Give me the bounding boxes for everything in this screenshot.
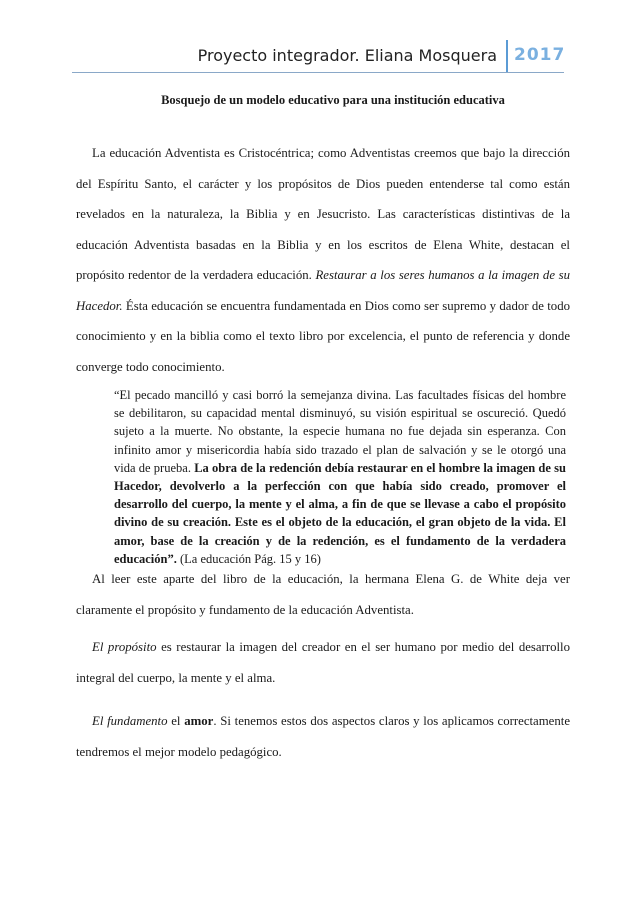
page-header [0, 38, 638, 72]
quote-citation: (La educación Pág. 15 y 16) [176, 551, 321, 566]
foundation-bold: amor [184, 714, 214, 728]
block-quote [114, 386, 566, 568]
intro-paragraph [76, 138, 570, 382]
header-separator [506, 40, 508, 72]
foundation-text: . Si tenemos estos dos aspectos claros y los aplicamos correctamente tendremos el mejor modelo pedagógico. [76, 714, 571, 759]
commentary-paragraph: Al leer este aparte del libro de la educación, la hermana Elena G. de White deja ver claramente el propósito y fundamento de la educación Adventista. [76, 572, 570, 617]
intro-italic: Restaurar a los seres humanos a la imagen de su Hacedor. [76, 268, 570, 313]
purpose-text: es restaurar la imagen del creador en el ser humano por medio del desarrollo integral del cuerpo, la mente y el alma. [76, 640, 570, 685]
header-rule [72, 72, 564, 73]
purpose-label: El propósito [92, 640, 157, 654]
intro-text-2: Ésta educación se encuentra fundamentada en Dios como ser supremo y dador de todo conocimiento y en la biblia como el texto libro por excelencia, el punto de referencia y donde converge todo conocimiento. [76, 298, 570, 374]
foundation-label: El fundamento [92, 714, 168, 728]
foundation-pre: el [167, 714, 185, 728]
foundation-paragraph [76, 706, 570, 767]
header-title: Proyecto integrador. Eliana Mosquera [197, 46, 497, 65]
header-year: 2017 [514, 45, 566, 65]
document-title: Bosquejo de un modelo educativo para una institución educativa [161, 93, 505, 107]
quote-bold: La obra de la redención debía restaurar en el hombre la imagen de su Hacedor, devolverlo a la perfección con que había sido creado, promover el desarrollo del cuerpo, la mente y el alma, a fin de que se llevase a cabo el propósito divino de su creación. Este es el objeto de la educación, el gran objeto de la vida. El amor, base de la creación y de la redención, es el fundamento de la verdadera educación”. [114, 460, 566, 566]
intro-text-1: La educación Adventista es Cristocéntrica; como Adventistas creemos que bajo la dirección del Espíritu Santo, el carácter y los propósitos de Dios pueden entenderse tal como están revelados en la naturaleza, la Biblia y en Jesucristo. Las características distintivas de la educación Adventista basadas en la Biblia y en los escritos de Elena White, destacan el propósito redentor de la verdadera educación. [76, 146, 570, 282]
quote-text: “El pecado mancilló y casi borró la semejanza divina. Las facultades físicas del hombre se debilitaron, su capacidad mental disminuyó, su visión espiritual se oscureció. Quedó sujeto a la muerte. No obstante, la especie humana no fue dejada sin esperanza. Con infinito amor y misericordia había sido trazado el plan de salvación y se le otorgó una vida de prueba. [114, 388, 566, 475]
purpose-paragraph [76, 632, 570, 693]
